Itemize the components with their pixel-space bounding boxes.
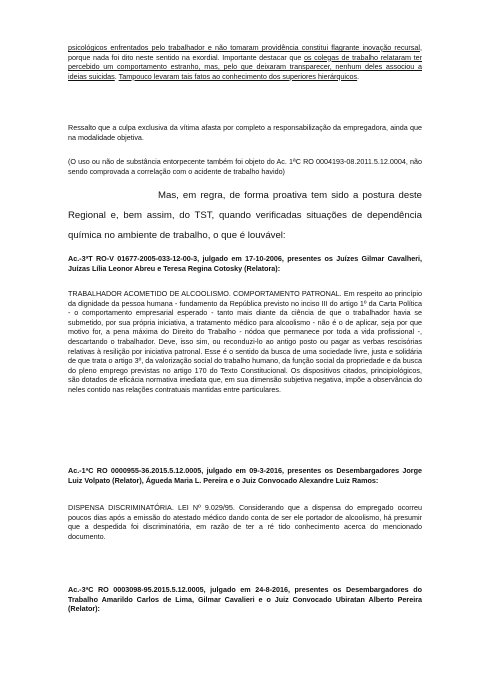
paragraph-text: Mas, em regra, de forma proativa tem sido a postura deste Regional e, bem assim, do TST, quando verificadas situações de dependência química no ambiente de trabalho, o que é louvável: bbox=[68, 190, 422, 241]
paragraph-note: (O uso ou não de substância entorpecente também foi objeto do Ac. 1ªC RO 0004193-08.2011.5.12.0004, não sendo comprovada a correlação com o acidente de trabalho havido) bbox=[68, 157, 422, 176]
paragraph-text: . bbox=[357, 71, 360, 81]
paragraph-text: , porque nada foi dito neste sentido na exordial. Importante destacar que bbox=[68, 43, 422, 62]
underlined-text: os colegas de trabalho relataram ter percebido um comportamento estranho, mas, pelo que deixaram transparecer, nenhum deles associou a ideias suicidas bbox=[68, 52, 422, 81]
case1-header: Ac.-3ªT RO-V 01677-2005-033-12-00-3, julgado em 17-10-2006, presentes os Juízes Gilmar Cavalheri, Juízas Lília Leonor Abreu e Teresa Regina Cotosky (Relatora): bbox=[68, 254, 422, 273]
case1-body: TRABALHADOR ACOMETIDO DE ALCOOLISMO. COMPORTAMENTO PATRONAL. Em respeito ao princípio da dignidade da pessoa humana - fundamento da República previsto no inciso III do artigo 1º da Carta Política - o comportamento empresarial esperado - tanto mais diante da ciência de que o trabalhador havia se submetido, por sua própria iniciativa, a tratamento médico para alcoolismo - não é o de aplicar, seja por que motivo for, a pena máxima do Direito do Trabalho - nódoa que permanece por toda a vida profissional -, descartando o trabalhador. Deve, isso sim, ou reconduzi-lo ao antigo posto ou pagar as verbas rescisórias relativas à resilição por iniciativa patronal. Esse é o sentido da busca de uma sociedade livre, justa e solidária de que trata o artigo 3º, da valorização social do trabalho humano, da função social da propriedade e da busca do pleno emprego previstas no artigo 170 do Texto Constitucional. Os dispositivos citados, principiológicos, são dotados de eficácia normativa imediata que, em sua dimensão subjetiva negativa, impõe a observância do neles contido nas relações contratuais mantidas entre particulares. bbox=[68, 289, 422, 394]
case3-header: Ac.-3ªC RO 0003098-95.2015.5.12.0005, julgado em 24-8-2016, presentes os Desembargadores do Trabalho Amarildo Carlos de Lima, Gilmar Cavalieri e o Juiz Convocado Ubiratan Alberto Pereira (Relator): bbox=[68, 585, 422, 614]
case2-header: Ac.-1ªC RO 0000955-36.2015.5.12.0005, julgado em 09-3-2016, presentes os Desembargadores Jorge Luiz Volpato (Relator), Águeda Maria L. Pereira e o Juiz Convocado Alexandre Luiz Ramos: bbox=[68, 466, 422, 485]
underlined-text: Tampouco levaram tais fatos ao conhecimento dos superiores hierárquicos bbox=[118, 71, 358, 81]
case2-body: DISPENSA DISCRIMINATÓRIA. LEI Nº 9.029/95. Considerando que a dispensa do empregado ocorreu poucos dias após a emissão do atestado médico dando conta de ser ele portador de alcoolismo, há presumir que a despedida foi discriminatória, em razão de ter a ré tido conhecimento acerca do mencionado documento. bbox=[68, 503, 422, 541]
paragraph-text: . bbox=[114, 71, 119, 81]
paragraph-ressalto: Ressalto que a culpa exclusiva da vítima afasta por completo a responsabilização da empregadora, ainda que na modalidade objetiva. bbox=[68, 123, 422, 142]
paragraph-culpa-vitima bbox=[68, 43, 422, 81]
underlined-text: psicológicos enfrentados pelo trabalhador e não tomaram providência constitui flagrante inovação recursal bbox=[68, 43, 420, 52]
paragraph-regional bbox=[68, 186, 422, 246]
